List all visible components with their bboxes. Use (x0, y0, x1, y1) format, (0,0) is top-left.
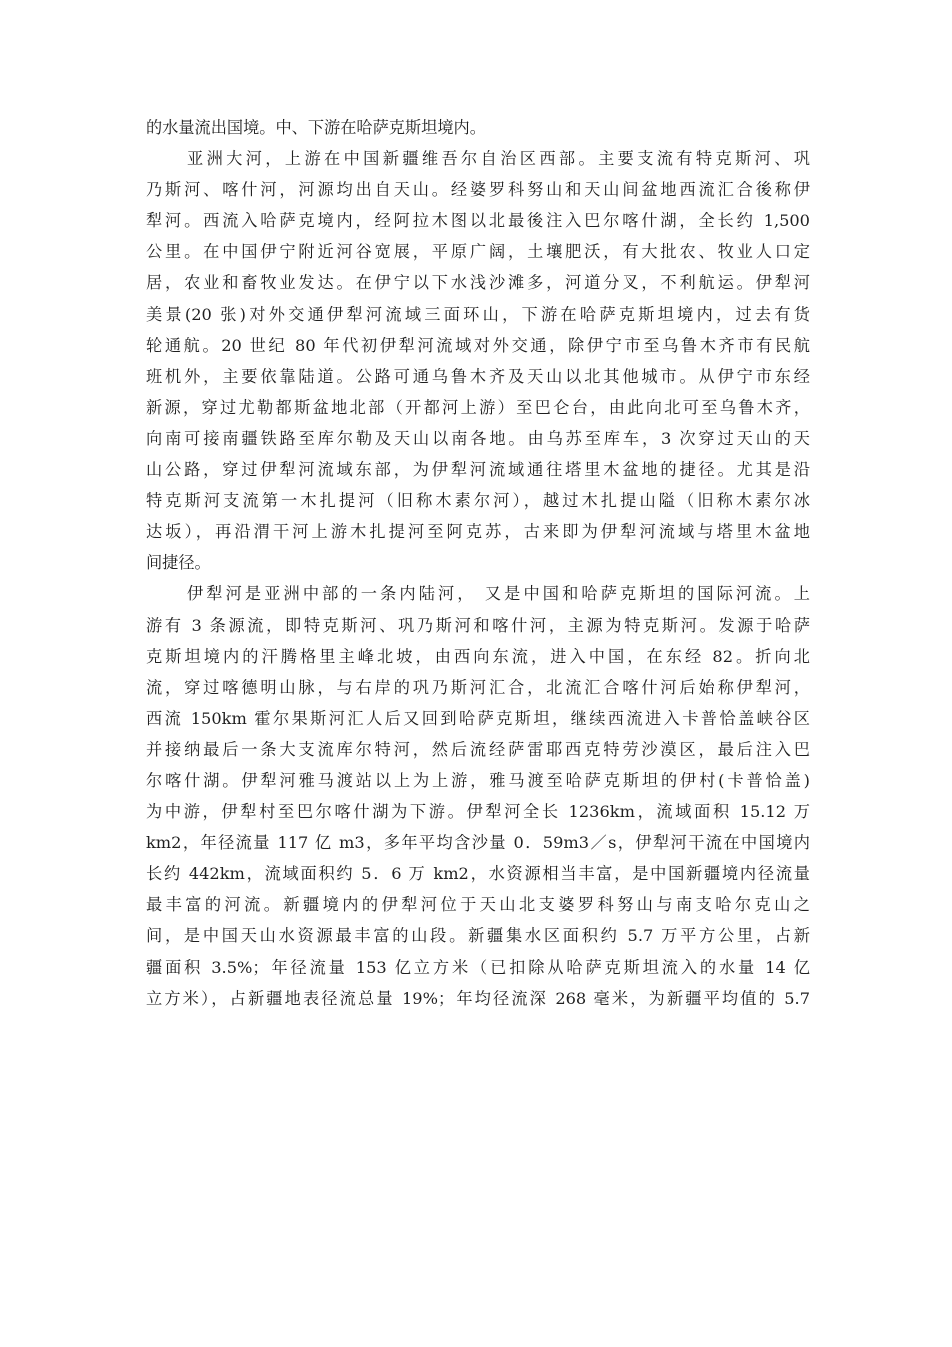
text-line: 克斯坦境内的汗腾格里主峰北坡，由西向东流，进入中国，在东经 82。折向北 (146, 646, 810, 666)
text-line: km2，年径流量 117 亿 m3，多年平均含沙量 0．59m3／s，伊犁河干流在中国境内 (146, 833, 810, 853)
text-line: 亚洲大河，上游在中国新疆维吾尔自治区西部。主要支流有特克斯河、巩 (187, 149, 810, 169)
text-line: 轮通航。20 世纪 80 年代初伊犁河流域对外交通，除伊宁市至乌鲁木齐市有民航 (146, 335, 810, 355)
text-line: 流，穿过喀德明山脉，与右岸的巩乃斯河汇合，北流汇合喀什河后始称伊犁河， (146, 677, 810, 697)
text-line: 犁河。西流入哈萨克境内，经阿拉木图以北最後注入巴尔喀什湖，全长约 1,500 (146, 211, 810, 231)
text-line: 伊犁河是亚洲中部的一条内陆河， 又是中国和哈萨克斯坦的国际河流。上 (187, 584, 810, 604)
text-line: 间捷径。 (146, 553, 211, 573)
text-line: 美景(20 张)对外交通伊犁河流域三面环山，下游在哈萨克斯坦境内，过去有货 (146, 304, 810, 324)
text-line: 游有 3 条源流，即特克斯河、巩乃斯河和喀什河，主源为特克斯河。发源于哈萨 (146, 615, 810, 635)
text-line: 乃斯河、喀什河，河源均出自天山。经婆罗科努山和天山间盆地西流汇合後称伊 (146, 180, 810, 200)
text-line: 山公路，穿过伊犁河流域东部，为伊犁河流域通往塔里木盆地的捷径。尤其是沿 (146, 460, 810, 480)
text-line: 立方米），占新疆地表径流总量 19%；年均径流深 268 毫米，为新疆平均值的 5.7 (146, 988, 810, 1008)
text-line: 的水量流出国境。中、下游在哈萨克斯坦境内。 (146, 118, 486, 137)
text-line: 公里。在中国伊宁附近河谷宽展，平原广阔，土壤肥沃，有大批农、牧业人口定 (146, 242, 810, 262)
document-page (146, 112, 810, 1014)
text-line: 西流 150km 霍尔果斯河汇人后又回到哈萨克斯坦，继续西流进入卡普恰盖峡谷区 (146, 708, 810, 728)
text-line: 间，是中国天山水资源最丰富的山段。新疆集水区面积约 5.7 万平方公里，占新 (146, 926, 810, 946)
text-line: 并接纳最后一条大支流库尔特河，然后流经萨雷耶西克特劳沙漠区，最后注入巴 (146, 739, 810, 759)
text-line: 新源，穿过尤勒都斯盆地北部（开都河上游）至巴仑台，由此向北可至乌鲁木齐， (146, 397, 810, 417)
text-line: 居，农业和畜牧业发达。在伊宁以下水浅沙滩多，河道分叉，不利航运。伊犁河 (146, 273, 810, 293)
text-line: 疆面积 3.5%；年径流量 153 亿立方米（已扣除从哈萨克斯坦流入的水量 14 亿 (146, 957, 810, 977)
text-line: 为中游，伊犁村至巴尔喀什湖为下游。伊犁河全长 1236km，流域面积 15.12 万 (146, 802, 810, 822)
text-line: 特克斯河支流第一木扎提河（旧称木素尔河），越过木扎提山隘（旧称木素尔冰 (146, 491, 810, 511)
text-line: 班机外，主要依靠陆道。公路可通乌鲁木齐及天山以北其他城市。从伊宁市东经 (146, 366, 810, 386)
text-line: 向南可接南疆铁路至库尔勒及天山以南各地。由乌苏至库车，3 次穿过天山的天 (146, 428, 810, 448)
text-line: 最丰富的河流。新疆境内的伊犁河位于天山北支婆罗科努山与南支哈尔克山之 (146, 895, 810, 915)
text-line: 尔喀什湖。伊犁河雅马渡站以上为上游，雅马渡至哈萨克斯坦的伊村(卡普恰盖) (146, 770, 810, 790)
text-line: 长约 442km，流域面积约 5．6 万 km2，水资源相当丰富，是中国新疆境内径流量 (146, 864, 810, 884)
text-line: 达坂），再沿渭干河上游木扎提河至阿克苏，古来即为伊犁河流域与塔里木盆地 (146, 522, 810, 542)
